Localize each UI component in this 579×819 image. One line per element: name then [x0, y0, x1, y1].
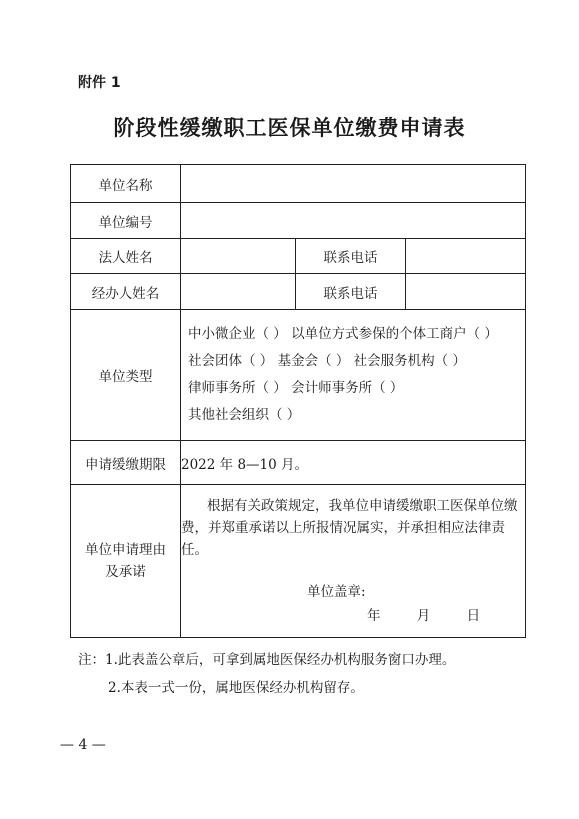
attachment-label: 附件 1 — [78, 75, 121, 91]
row-unit-name — [71, 165, 526, 203]
pledge-text: 根据有关政策规定，我单位申请缓缴职工医保单位缴费，并郑重承诺以上所报情况属实，并承担相应法律责任。 — [181, 498, 518, 558]
date-line — [181, 605, 525, 627]
legal-person-label: 法人姓名 — [71, 239, 181, 274]
period-field[interactable]: 2022 年 8—10 月。 — [181, 441, 526, 485]
unit-type-label: 单位类型 — [71, 310, 181, 441]
legal-person-field[interactable] — [181, 239, 296, 274]
row-legal-person — [71, 239, 526, 274]
unit-type-line[interactable]: 其他社会组织（ ） — [188, 407, 301, 423]
date-day[interactable]: 日 — [466, 608, 483, 624]
page-number: — 4 — — [60, 737, 106, 753]
phone-label-2: 联系电话 — [296, 274, 406, 310]
date-year[interactable]: 年 — [367, 608, 383, 624]
unit-type-line[interactable]: 律师事务所（ ） 会计师事务所（ ） — [188, 380, 404, 396]
seal-label: 单位盖章: — [307, 584, 366, 600]
unit-code-field[interactable] — [181, 203, 526, 239]
row-unit-type — [71, 310, 526, 441]
phone-label-1: 联系电话 — [296, 239, 406, 274]
period-label: 申请缓缴期限 — [71, 441, 181, 485]
unit-type-options — [181, 310, 526, 441]
date-month[interactable]: 月 — [416, 608, 433, 624]
note-1: 注：1.此表盖公章后，可拿到属地医保经办机构服务窗口办理。 — [78, 652, 456, 668]
unit-code-label: 单位编号 — [71, 203, 181, 239]
note-2: 2.本表一式一份，属地医保经办机构留存。 — [108, 680, 364, 696]
handler-label: 经办人姓名 — [71, 274, 181, 310]
reason-label-line2: 及承诺 — [105, 564, 146, 580]
unit-type-line[interactable]: 中小微企业（ ） 以单位方式参保的个体工商户（ ） — [188, 326, 498, 342]
row-reason — [71, 485, 526, 638]
reason-label-line1: 单位申请理由 — [85, 542, 166, 558]
application-form-table — [70, 164, 526, 638]
unit-type-line[interactable]: 社会团体（ ） 基金会（ ） 社会服务机构（ ） — [188, 353, 466, 369]
notes — [78, 648, 455, 700]
reason-content — [181, 485, 526, 638]
reason-label — [71, 485, 181, 638]
phone-field-1[interactable] — [406, 239, 526, 274]
row-unit-code — [71, 203, 526, 239]
unit-name-label: 单位名称 — [71, 165, 181, 203]
form-title: 阶段性缓缴职工医保单位缴费申请表 — [113, 115, 466, 140]
unit-name-field[interactable] — [181, 165, 526, 203]
phone-field-2[interactable] — [406, 274, 526, 310]
row-handler — [71, 274, 526, 310]
handler-field[interactable] — [181, 274, 296, 310]
row-period — [71, 441, 526, 485]
